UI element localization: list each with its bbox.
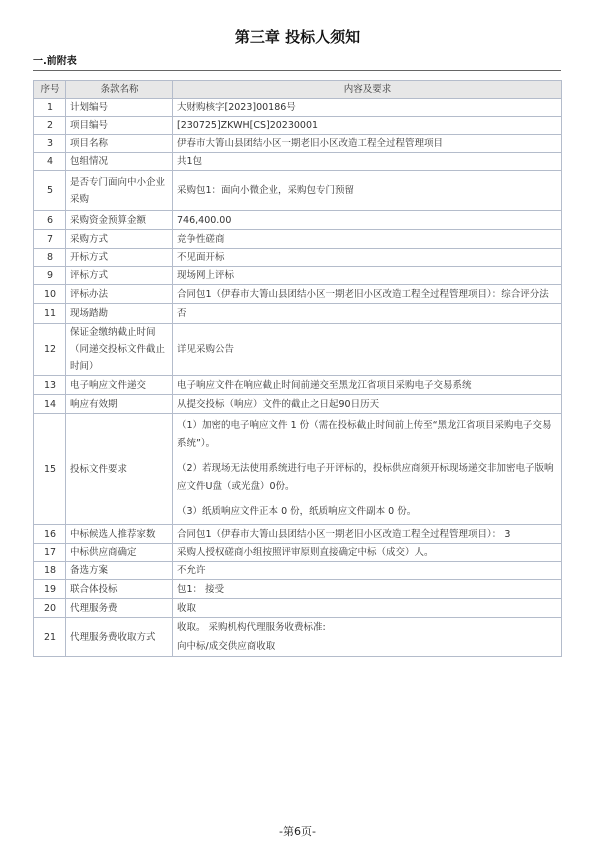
clause-content bbox=[173, 304, 562, 324]
table-row bbox=[34, 249, 562, 267]
content-line: 采购人授权磋商小组按照评审原则直接确定中标（成交）人。 bbox=[177, 547, 434, 558]
clause-name: 代理服务费收取方式 bbox=[66, 618, 173, 657]
row-number: 12 bbox=[34, 324, 66, 376]
page-number: -第6页- bbox=[279, 825, 316, 838]
clause-content bbox=[173, 324, 562, 376]
clause-name: 代理服务费 bbox=[66, 599, 173, 618]
chapter-title: 第三章 投标人须知 bbox=[234, 28, 361, 46]
table-row bbox=[34, 267, 562, 285]
clause-content bbox=[173, 285, 562, 304]
clause-name: 电子响应文件递交 bbox=[66, 376, 173, 395]
content-line: 现场网上评标 bbox=[177, 270, 235, 281]
row-number: 9 bbox=[34, 267, 66, 285]
clause-content bbox=[173, 544, 562, 562]
table-row bbox=[34, 153, 562, 171]
row-number: 7 bbox=[34, 230, 66, 249]
clause-name: 保证金缴纳截止时间（同递交投标文件截止时间） bbox=[66, 324, 173, 376]
content-line: 收取。 采购机构代理服务收费标准: bbox=[177, 622, 326, 633]
content-line: （1）加密的电子响应文件 1 份（需在投标截止时间前上传至“黑龙江省项目采购电子交易系统”）。 bbox=[177, 420, 552, 449]
table-row bbox=[34, 599, 562, 618]
table-row bbox=[34, 230, 562, 249]
table-row bbox=[34, 562, 562, 580]
clause-content bbox=[173, 562, 562, 580]
clause-content bbox=[173, 580, 562, 599]
clause-name: 采购方式 bbox=[66, 230, 173, 249]
content-line: 746,400.00 bbox=[177, 214, 232, 226]
header-number: 序号 bbox=[34, 81, 66, 99]
content-line: 包1： 接受 bbox=[177, 583, 225, 595]
content-line: [230725]ZKWH[CS]20230001 bbox=[177, 120, 319, 131]
clause-content bbox=[173, 414, 562, 525]
table-row bbox=[34, 395, 562, 414]
row-number: 13 bbox=[34, 376, 66, 395]
clause-name: 评标办法 bbox=[66, 285, 173, 304]
front-table bbox=[33, 80, 562, 657]
content-line: 详见采购公告 bbox=[177, 344, 235, 355]
clause-name: 项目名称 bbox=[66, 135, 173, 153]
content-line: 共1包 bbox=[177, 156, 203, 167]
clause-content bbox=[173, 599, 562, 618]
clause-name: 计划编号 bbox=[66, 99, 173, 117]
row-number: 17 bbox=[34, 544, 66, 562]
table-row bbox=[34, 211, 562, 230]
clause-content bbox=[173, 267, 562, 285]
header-clause-name: 条款名称 bbox=[66, 81, 173, 99]
clause-content bbox=[173, 395, 562, 414]
content-line: 采购包1：面向小微企业，采购包专门预留 bbox=[177, 185, 355, 196]
row-number: 15 bbox=[34, 414, 66, 525]
row-number: 5 bbox=[34, 171, 66, 211]
clause-name: 中标供应商确定 bbox=[66, 544, 173, 562]
table-row bbox=[34, 99, 562, 117]
table-row bbox=[34, 304, 562, 324]
table-row bbox=[34, 414, 562, 525]
row-number: 20 bbox=[34, 599, 66, 618]
clause-name: 投标文件要求 bbox=[66, 414, 173, 525]
table-row bbox=[34, 285, 562, 304]
content-line: 竞争性磋商 bbox=[177, 233, 225, 245]
table-row bbox=[34, 376, 562, 395]
clause-name: 响应有效期 bbox=[66, 395, 173, 414]
row-number: 18 bbox=[34, 562, 66, 580]
clause-name: 中标候选人推荐家数 bbox=[66, 525, 173, 544]
content-line: 收取 bbox=[177, 602, 197, 614]
content-line: 不允许 bbox=[177, 565, 206, 576]
clause-content bbox=[173, 99, 562, 117]
table-row bbox=[34, 171, 562, 211]
clause-name: 备选方案 bbox=[66, 562, 173, 580]
table-header-row bbox=[34, 81, 562, 99]
content-line: 合同包1（伊春市大箐山县团结小区一期老旧小区改造工程全过程管理项目）： 3 bbox=[177, 528, 511, 540]
content-line: 从提交投标（响应）文件的截止之日起90日历天 bbox=[177, 398, 380, 410]
clause-name: 评标方式 bbox=[66, 267, 173, 285]
row-number: 3 bbox=[34, 135, 66, 153]
content-line: 否 bbox=[177, 308, 187, 319]
content-line: 大财购核字[2023]00186号 bbox=[177, 102, 296, 113]
row-number: 19 bbox=[34, 580, 66, 599]
row-number: 10 bbox=[34, 285, 66, 304]
table-row bbox=[34, 135, 562, 153]
clause-content bbox=[173, 230, 562, 249]
clause-content bbox=[173, 249, 562, 267]
header-content: 内容及要求 bbox=[173, 81, 562, 99]
row-number: 8 bbox=[34, 249, 66, 267]
clause-content bbox=[173, 135, 562, 153]
content-line: （3）纸质响应文件正本 0 份，纸质响应文件副本 0 份。 bbox=[177, 506, 417, 517]
row-number: 4 bbox=[34, 153, 66, 171]
clause-name: 是否专门面向中小企业采购 bbox=[66, 171, 173, 211]
table-row bbox=[34, 544, 562, 562]
clause-content bbox=[173, 153, 562, 171]
content-line: 合同包1（伊春市大箐山县团结小区一期老旧小区改造工程全过程管理项目）：综合评分法 bbox=[177, 288, 549, 300]
table-row bbox=[34, 525, 562, 544]
row-number: 14 bbox=[34, 395, 66, 414]
row-number: 11 bbox=[34, 304, 66, 324]
content-line: 伊春市大箐山县团结小区一期老旧小区改造工程全过程管理项目 bbox=[177, 138, 444, 149]
row-number: 21 bbox=[34, 618, 66, 657]
clause-content bbox=[173, 525, 562, 544]
clause-name: 现场踏勘 bbox=[66, 304, 173, 324]
clause-name: 开标方式 bbox=[66, 249, 173, 267]
clause-content bbox=[173, 171, 562, 211]
row-number: 1 bbox=[34, 99, 66, 117]
content-line: 电子响应文件在响应截止时间前递交至黑龙江省项目采购电子交易系统 bbox=[177, 379, 472, 391]
table-row bbox=[34, 117, 562, 135]
clause-name: 包组情况 bbox=[66, 153, 173, 171]
table-row bbox=[34, 580, 562, 599]
clause-content bbox=[173, 376, 562, 395]
section-title: 一.前附表 bbox=[33, 55, 561, 71]
content-line: （2）若现场无法使用系统进行电子开评标的，投标供应商须开标现场递交非加密电子版响应文件U盘（或光盘）0份。 bbox=[177, 463, 554, 492]
row-number: 6 bbox=[34, 211, 66, 230]
content-line: 向中标/成交供应商收取 bbox=[177, 641, 276, 652]
table-body bbox=[34, 99, 562, 657]
row-number: 2 bbox=[34, 117, 66, 135]
table-row bbox=[34, 618, 562, 657]
clause-content bbox=[173, 618, 562, 657]
clause-content bbox=[173, 211, 562, 230]
clause-name: 联合体投标 bbox=[66, 580, 173, 599]
row-number: 16 bbox=[34, 525, 66, 544]
clause-name: 项目编号 bbox=[66, 117, 173, 135]
table-row bbox=[34, 324, 562, 376]
clause-name: 采购资金预算金额 bbox=[66, 211, 173, 230]
content-line: 不见面开标 bbox=[177, 252, 225, 263]
clause-content bbox=[173, 117, 562, 135]
